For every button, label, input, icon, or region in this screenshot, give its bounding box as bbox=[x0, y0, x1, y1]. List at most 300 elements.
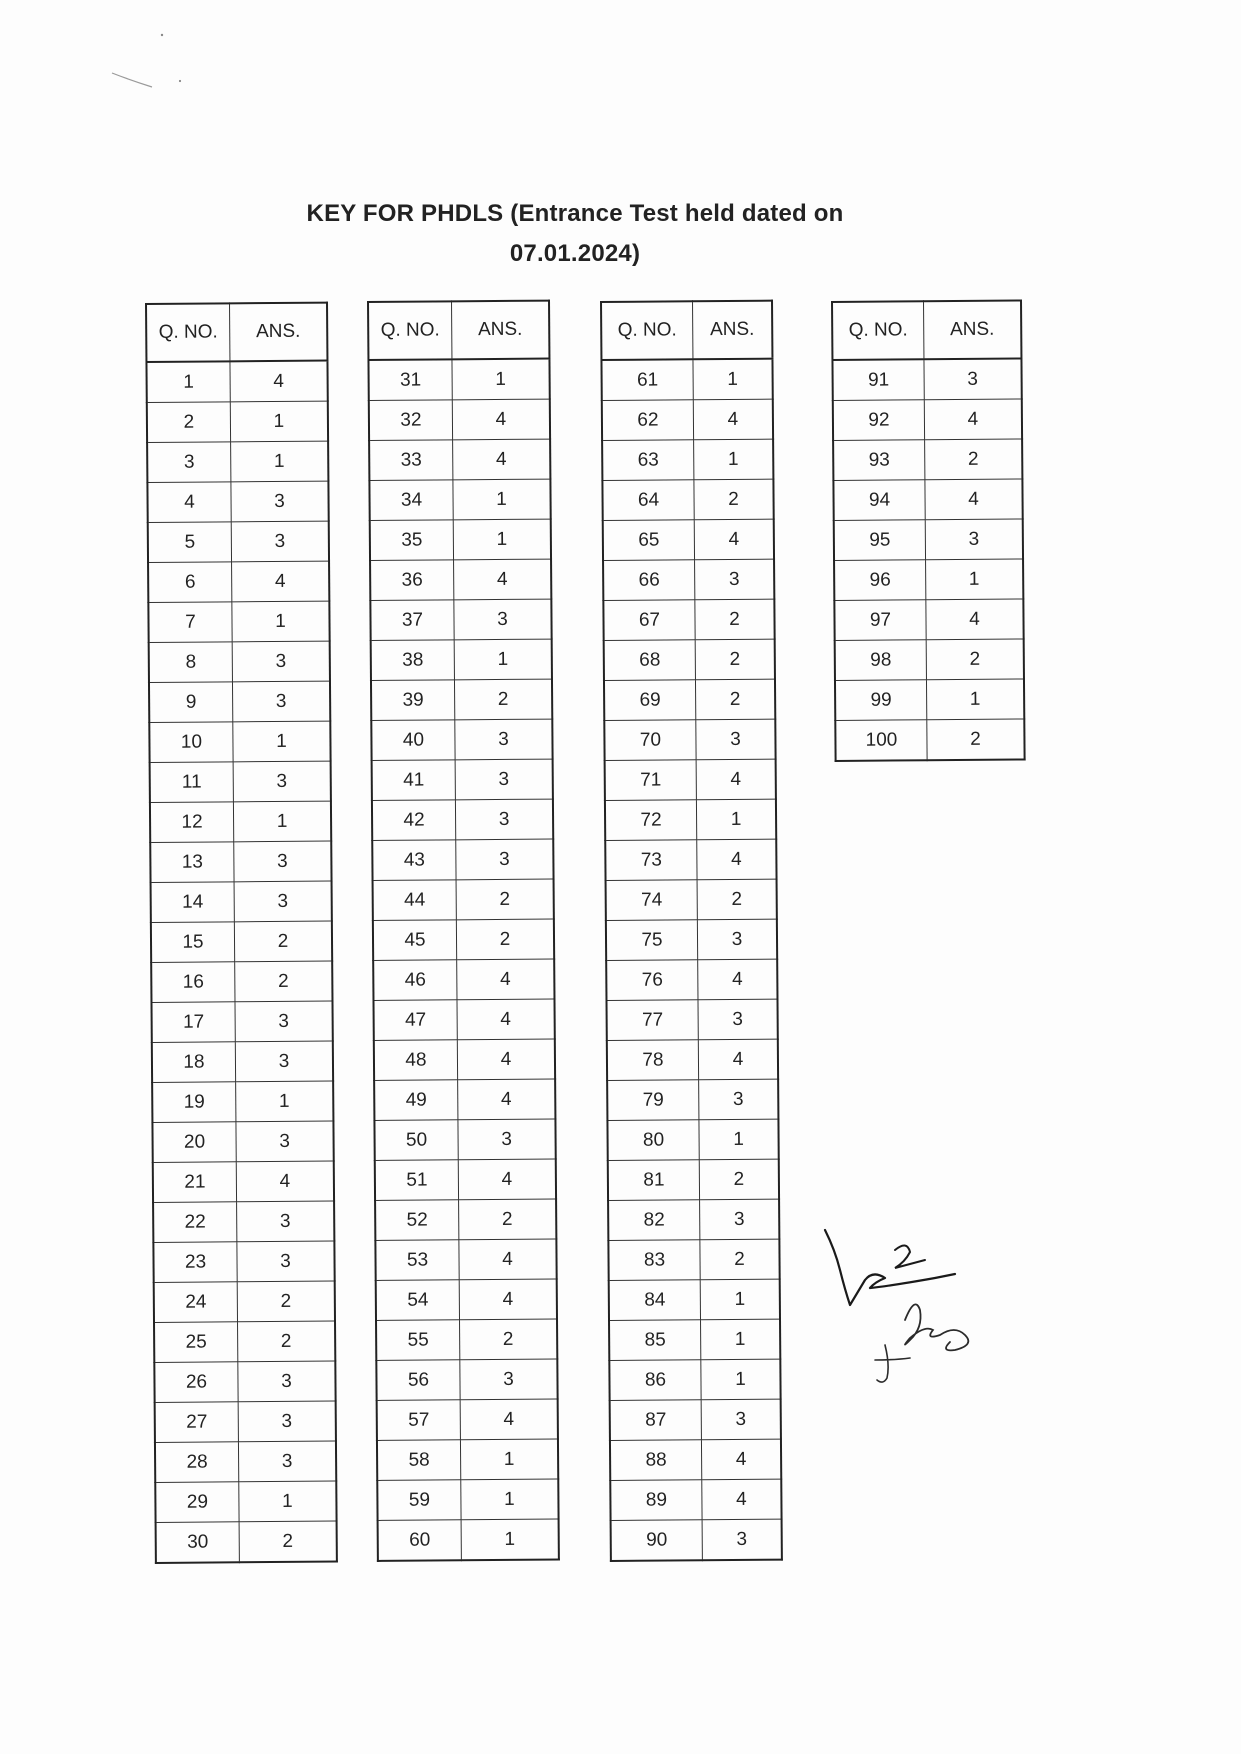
answer-cell: 3 bbox=[695, 559, 775, 600]
question-number-cell: 51 bbox=[375, 1160, 459, 1201]
question-number-cell: 6 bbox=[148, 562, 232, 603]
question-number-header: Q. NO. bbox=[832, 301, 924, 360]
table-row bbox=[373, 999, 554, 1040]
question-number-cell: 3 bbox=[147, 442, 231, 483]
question-number-cell: 5 bbox=[148, 522, 232, 563]
answer-cell: 4 bbox=[457, 959, 555, 1000]
table-row bbox=[377, 1439, 558, 1480]
answer-cell: 2 bbox=[699, 1159, 779, 1200]
answer-cell: 1 bbox=[461, 1519, 559, 1560]
question-number-cell: 4 bbox=[147, 482, 231, 523]
answer-cell: 2 bbox=[695, 599, 775, 640]
table-row bbox=[609, 1359, 780, 1400]
table-row bbox=[370, 599, 551, 640]
table-row bbox=[371, 639, 552, 680]
table-row bbox=[602, 399, 773, 440]
question-number-cell: 15 bbox=[151, 922, 235, 963]
answer-cell: 1 bbox=[694, 439, 774, 480]
table-row bbox=[834, 519, 1023, 560]
answer-cell: 4 bbox=[458, 1079, 556, 1120]
table-row bbox=[603, 599, 774, 640]
table-row bbox=[370, 559, 551, 600]
table-row bbox=[377, 1479, 558, 1520]
answer-cell: 1 bbox=[696, 799, 776, 840]
table-row bbox=[149, 721, 330, 762]
question-number-cell: 88 bbox=[610, 1440, 702, 1481]
question-number-cell: 38 bbox=[371, 640, 455, 681]
answer-cell: 1 bbox=[460, 1439, 558, 1480]
answer-cell: 3 bbox=[454, 599, 552, 640]
table-row bbox=[605, 799, 776, 840]
answer-cell: 1 bbox=[701, 1319, 781, 1360]
answer-cell: 3 bbox=[231, 481, 329, 522]
answer-cell: 4 bbox=[698, 959, 778, 1000]
answer-cell: 3 bbox=[238, 1401, 336, 1442]
question-number-cell: 55 bbox=[376, 1320, 460, 1361]
question-number-cell: 28 bbox=[155, 1442, 239, 1483]
table-row bbox=[151, 1001, 332, 1042]
answer-cell: 3 bbox=[237, 1201, 335, 1242]
question-number-cell: 23 bbox=[153, 1242, 237, 1283]
answer-table-2 bbox=[367, 300, 560, 1562]
answer-cell: 2 bbox=[237, 1281, 335, 1322]
question-number-cell: 22 bbox=[153, 1202, 237, 1243]
table-row bbox=[148, 601, 329, 642]
answer-cell: 4 bbox=[460, 1399, 558, 1440]
answer-cell: 4 bbox=[701, 1439, 781, 1480]
question-number-cell: 61 bbox=[601, 359, 693, 400]
answer-cell: 1 bbox=[231, 441, 329, 482]
table-row bbox=[372, 759, 553, 800]
answer-cell: 1 bbox=[926, 679, 1024, 720]
question-number-cell: 31 bbox=[368, 359, 452, 400]
question-number-cell: 7 bbox=[148, 602, 232, 643]
answer-cell: 4 bbox=[453, 439, 551, 480]
table-row bbox=[602, 479, 773, 520]
question-number-header: Q. NO. bbox=[146, 303, 230, 362]
answer-cell: 1 bbox=[453, 519, 551, 560]
question-number-cell: 56 bbox=[376, 1360, 460, 1401]
table-row bbox=[375, 1199, 556, 1240]
table-row bbox=[368, 359, 549, 401]
table-row bbox=[610, 1399, 781, 1440]
answer-cell: 3 bbox=[234, 881, 332, 922]
answer-cell: 3 bbox=[697, 919, 777, 960]
table-row bbox=[374, 1079, 555, 1120]
table-row bbox=[606, 919, 777, 960]
question-number-cell: 90 bbox=[611, 1520, 703, 1561]
table-row bbox=[606, 959, 777, 1000]
question-number-cell: 44 bbox=[373, 880, 457, 921]
answer-cell: 2 bbox=[694, 479, 774, 520]
question-number-cell: 8 bbox=[149, 642, 233, 683]
table-row bbox=[601, 359, 772, 401]
answer-cell: 3 bbox=[698, 999, 778, 1040]
question-number-cell: 34 bbox=[369, 480, 453, 521]
table-row bbox=[611, 1519, 782, 1561]
table-row bbox=[374, 1039, 555, 1080]
answer-cell: 1 bbox=[926, 559, 1024, 600]
question-number-cell: 85 bbox=[609, 1320, 701, 1361]
table-row bbox=[151, 961, 332, 1002]
table-row bbox=[610, 1479, 781, 1520]
question-number-cell: 26 bbox=[154, 1362, 238, 1403]
answer-cell: 3 bbox=[455, 719, 553, 760]
answer-cell: 2 bbox=[235, 961, 333, 1002]
question-number-cell: 30 bbox=[156, 1522, 240, 1563]
table-row bbox=[602, 439, 773, 480]
table-row bbox=[371, 719, 552, 760]
question-number-cell: 84 bbox=[609, 1280, 701, 1321]
question-number-cell: 86 bbox=[609, 1360, 701, 1401]
question-number-cell: 53 bbox=[375, 1240, 459, 1281]
table-row bbox=[372, 839, 553, 880]
question-number-cell: 65 bbox=[603, 520, 695, 561]
table-row bbox=[152, 1081, 333, 1122]
table-row bbox=[147, 441, 328, 482]
answer-cell: 3 bbox=[238, 1361, 336, 1402]
question-number-cell: 70 bbox=[604, 720, 696, 761]
answer-cell: 3 bbox=[924, 359, 1022, 400]
table-row bbox=[151, 921, 332, 962]
answer-cell: 2 bbox=[460, 1319, 558, 1360]
table-row bbox=[607, 1079, 778, 1120]
answer-cell: 1 bbox=[701, 1359, 781, 1400]
table-row bbox=[377, 1399, 558, 1440]
answer-cell: 4 bbox=[696, 759, 776, 800]
table-row bbox=[833, 399, 1022, 440]
table-row bbox=[608, 1239, 779, 1280]
answer-cell: 1 bbox=[452, 359, 550, 400]
question-number-cell: 91 bbox=[832, 359, 924, 400]
question-number-cell: 66 bbox=[603, 560, 695, 601]
answer-cell: 3 bbox=[456, 839, 554, 880]
table-row bbox=[147, 481, 328, 522]
answer-cell: 4 bbox=[693, 399, 773, 440]
question-number-cell: 32 bbox=[369, 400, 453, 441]
answer-cell: 4 bbox=[459, 1279, 557, 1320]
answer-cell: 2 bbox=[926, 639, 1024, 680]
question-number-cell: 35 bbox=[370, 520, 454, 561]
answer-cell: 4 bbox=[452, 399, 550, 440]
answer-cell: 2 bbox=[695, 679, 775, 720]
answer-cell: 2 bbox=[239, 1521, 337, 1562]
table-row bbox=[606, 999, 777, 1040]
question-number-cell: 59 bbox=[377, 1480, 461, 1521]
table-row bbox=[146, 361, 327, 403]
answer-cell: 2 bbox=[925, 439, 1023, 480]
question-number-cell: 11 bbox=[150, 762, 234, 803]
answer-header: ANS. bbox=[230, 303, 328, 362]
answer-table-3 bbox=[600, 300, 783, 1562]
table-row bbox=[603, 519, 774, 560]
question-number-cell: 57 bbox=[377, 1400, 461, 1441]
table-row bbox=[833, 439, 1022, 480]
table-row bbox=[835, 639, 1024, 680]
table-row bbox=[148, 561, 329, 602]
question-number-cell: 83 bbox=[608, 1240, 700, 1281]
table-row bbox=[155, 1481, 336, 1522]
question-number-cell: 98 bbox=[835, 640, 927, 681]
question-number-cell: 13 bbox=[150, 842, 234, 883]
answer-cell: 1 bbox=[693, 359, 773, 400]
answer-cell: 3 bbox=[235, 1041, 333, 1082]
table-row bbox=[149, 641, 330, 682]
question-number-cell: 12 bbox=[150, 802, 234, 843]
question-number-cell: 9 bbox=[149, 682, 233, 723]
handwritten-signature bbox=[815, 1210, 1015, 1400]
question-number-cell: 46 bbox=[373, 960, 457, 1001]
question-number-cell: 52 bbox=[375, 1200, 459, 1241]
table-row bbox=[369, 439, 550, 480]
answer-cell: 3 bbox=[458, 1119, 556, 1160]
answer-cell: 4 bbox=[230, 361, 328, 402]
question-number-cell: 62 bbox=[602, 400, 694, 441]
table-row bbox=[154, 1281, 335, 1322]
answer-cell: 3 bbox=[702, 1519, 782, 1560]
question-number-cell: 94 bbox=[833, 480, 925, 521]
question-number-cell: 68 bbox=[604, 640, 696, 681]
answer-cell: 1 bbox=[453, 479, 551, 520]
question-number-cell: 95 bbox=[834, 520, 926, 561]
scan-marks bbox=[100, 25, 220, 95]
table-row bbox=[147, 401, 328, 442]
table-row bbox=[835, 719, 1024, 761]
table-row bbox=[153, 1241, 334, 1282]
answer-cell: 3 bbox=[238, 1441, 336, 1482]
question-number-cell: 49 bbox=[374, 1080, 458, 1121]
question-number-cell: 74 bbox=[606, 880, 698, 921]
question-number-cell: 75 bbox=[606, 920, 698, 961]
question-number-cell: 29 bbox=[155, 1482, 239, 1523]
table-row bbox=[152, 1041, 333, 1082]
answer-cell: 4 bbox=[925, 479, 1023, 520]
question-number-cell: 63 bbox=[602, 440, 694, 481]
question-number-header: Q. NO. bbox=[368, 301, 452, 360]
question-number-cell: 43 bbox=[372, 840, 456, 881]
question-number-cell: 25 bbox=[154, 1322, 238, 1363]
table-row bbox=[609, 1319, 780, 1360]
question-number-cell: 78 bbox=[607, 1040, 699, 1081]
question-number-cell: 97 bbox=[834, 600, 926, 641]
answer-cell: 3 bbox=[700, 1199, 780, 1240]
table-row bbox=[610, 1439, 781, 1480]
question-number-cell: 76 bbox=[606, 960, 698, 1001]
question-number-cell: 79 bbox=[607, 1080, 699, 1121]
question-number-cell: 89 bbox=[610, 1480, 702, 1521]
table-row bbox=[150, 841, 331, 882]
table-row bbox=[834, 599, 1023, 640]
answer-cell: 3 bbox=[699, 1079, 779, 1120]
question-number-header: Q. NO. bbox=[601, 301, 693, 360]
answer-cell: 1 bbox=[233, 721, 331, 762]
answer-cell: 1 bbox=[232, 601, 330, 642]
table-row bbox=[370, 519, 551, 560]
question-number-cell: 87 bbox=[610, 1400, 702, 1441]
answer-cell: 3 bbox=[236, 1121, 334, 1162]
question-number-cell: 71 bbox=[605, 760, 697, 801]
question-number-cell: 39 bbox=[371, 680, 455, 721]
question-number-cell: 45 bbox=[373, 920, 457, 961]
answer-cell: 1 bbox=[236, 1081, 334, 1122]
answer-cell: 4 bbox=[458, 1159, 556, 1200]
answer-header: ANS. bbox=[924, 301, 1022, 360]
question-number-cell: 1 bbox=[146, 361, 230, 402]
answer-table-4 bbox=[831, 299, 1026, 761]
answer-cell: 2 bbox=[454, 679, 552, 720]
question-number-cell: 14 bbox=[151, 882, 235, 923]
question-number-cell: 72 bbox=[605, 800, 697, 841]
table-row bbox=[154, 1321, 335, 1362]
question-number-cell: 92 bbox=[833, 400, 925, 441]
answer-cell: 1 bbox=[461, 1479, 559, 1520]
answer-cell: 3 bbox=[925, 519, 1023, 560]
question-number-cell: 33 bbox=[369, 440, 453, 481]
question-number-cell: 93 bbox=[833, 440, 925, 481]
answer-cell: 3 bbox=[234, 841, 332, 882]
question-number-cell: 17 bbox=[151, 1002, 235, 1043]
question-number-cell: 47 bbox=[373, 1000, 457, 1041]
question-number-cell: 81 bbox=[608, 1160, 700, 1201]
question-number-cell: 80 bbox=[607, 1120, 699, 1161]
answer-cell: 2 bbox=[695, 639, 775, 680]
table-row bbox=[153, 1201, 334, 1242]
question-number-cell: 10 bbox=[149, 722, 233, 763]
answer-cell: 2 bbox=[697, 879, 777, 920]
question-number-cell: 58 bbox=[377, 1440, 461, 1481]
answer-cell: 4 bbox=[236, 1161, 334, 1202]
answer-cell: 3 bbox=[232, 681, 330, 722]
question-number-cell: 82 bbox=[608, 1200, 700, 1241]
table-row bbox=[835, 679, 1024, 720]
answer-cell: 2 bbox=[459, 1199, 557, 1240]
table-row bbox=[604, 719, 775, 760]
table-row bbox=[833, 479, 1022, 520]
answer-cell: 3 bbox=[701, 1399, 781, 1440]
question-number-cell: 2 bbox=[147, 402, 231, 443]
answer-cell: 4 bbox=[924, 399, 1022, 440]
table-row bbox=[372, 799, 553, 840]
answer-cell: 3 bbox=[460, 1359, 558, 1400]
table-row bbox=[604, 679, 775, 720]
answer-cell: 2 bbox=[456, 879, 554, 920]
answer-cell: 1 bbox=[699, 1119, 779, 1160]
answer-cell: 3 bbox=[235, 1001, 333, 1042]
answer-cell: 4 bbox=[698, 1039, 778, 1080]
answer-cell: 3 bbox=[232, 641, 330, 682]
table-row bbox=[155, 1441, 336, 1482]
table-row bbox=[376, 1279, 557, 1320]
answer-cell: 3 bbox=[455, 759, 553, 800]
question-number-cell: 54 bbox=[376, 1280, 460, 1321]
table-row bbox=[152, 1121, 333, 1162]
question-number-cell: 73 bbox=[605, 840, 697, 881]
question-number-cell: 96 bbox=[834, 560, 926, 601]
table-row bbox=[603, 559, 774, 600]
answer-cell: 3 bbox=[696, 719, 776, 760]
table-row bbox=[154, 1361, 335, 1402]
question-number-cell: 100 bbox=[835, 720, 927, 761]
table-row bbox=[149, 681, 330, 722]
question-number-cell: 60 bbox=[378, 1520, 462, 1561]
table-row bbox=[608, 1199, 779, 1240]
table-row bbox=[153, 1161, 334, 1202]
answer-cell: 4 bbox=[926, 599, 1024, 640]
question-number-cell: 19 bbox=[152, 1082, 236, 1123]
table-row bbox=[150, 801, 331, 842]
answer-cell: 4 bbox=[702, 1479, 782, 1520]
question-number-cell: 18 bbox=[152, 1042, 236, 1083]
question-number-cell: 67 bbox=[603, 600, 695, 641]
table-row bbox=[376, 1319, 557, 1360]
question-number-cell: 20 bbox=[152, 1122, 236, 1163]
answer-cell: 4 bbox=[454, 559, 552, 600]
answer-cell: 2 bbox=[700, 1239, 780, 1280]
answer-cell: 4 bbox=[457, 999, 555, 1040]
answer-header: ANS. bbox=[693, 301, 773, 360]
table-row bbox=[373, 959, 554, 1000]
question-number-cell: 36 bbox=[370, 560, 454, 601]
table-row bbox=[371, 679, 552, 720]
question-number-cell: 27 bbox=[155, 1402, 239, 1443]
answer-cell: 3 bbox=[231, 521, 329, 562]
question-number-cell: 77 bbox=[606, 1000, 698, 1041]
table-row bbox=[832, 359, 1021, 401]
answer-cell: 2 bbox=[238, 1321, 336, 1362]
answer-cell: 4 bbox=[459, 1239, 557, 1280]
table-row bbox=[607, 1039, 778, 1080]
table-row bbox=[605, 839, 776, 880]
question-number-cell: 69 bbox=[604, 680, 696, 721]
table-row bbox=[606, 879, 777, 920]
answer-cell: 1 bbox=[233, 801, 331, 842]
table-row bbox=[608, 1159, 779, 1200]
question-number-cell: 42 bbox=[372, 800, 456, 841]
answer-header: ANS. bbox=[452, 301, 550, 360]
table-row bbox=[376, 1359, 557, 1400]
table-row bbox=[607, 1119, 778, 1160]
question-number-cell: 48 bbox=[374, 1040, 458, 1081]
table-row bbox=[150, 761, 331, 802]
question-number-cell: 37 bbox=[370, 600, 454, 641]
question-number-cell: 41 bbox=[372, 760, 456, 801]
page-title-line-1: KEY FOR PHDLS (Entrance Test held dated on bbox=[306, 200, 844, 227]
answer-cell: 4 bbox=[697, 839, 777, 880]
answer-cell: 4 bbox=[457, 1039, 555, 1080]
table-row bbox=[375, 1239, 556, 1280]
question-number-cell: 40 bbox=[371, 720, 455, 761]
page-title-line-2: 07.01.2024) bbox=[509, 240, 641, 267]
question-number-cell: 50 bbox=[374, 1120, 458, 1161]
answer-cell: 3 bbox=[233, 761, 331, 802]
question-number-cell: 16 bbox=[151, 962, 235, 1003]
question-number-cell: 21 bbox=[153, 1162, 237, 1203]
table-row bbox=[156, 1521, 337, 1563]
answer-cell: 4 bbox=[232, 561, 330, 602]
table-row bbox=[369, 399, 550, 440]
table-row bbox=[374, 1119, 555, 1160]
table-row bbox=[609, 1279, 780, 1320]
answer-cell: 1 bbox=[239, 1481, 337, 1522]
table-row bbox=[605, 759, 776, 800]
question-number-cell: 99 bbox=[835, 680, 927, 721]
table-row bbox=[148, 521, 329, 562]
table-row bbox=[155, 1401, 336, 1442]
table-row bbox=[375, 1159, 556, 1200]
answer-cell: 1 bbox=[700, 1279, 780, 1320]
answer-cell: 2 bbox=[927, 719, 1025, 760]
table-row bbox=[369, 479, 550, 520]
